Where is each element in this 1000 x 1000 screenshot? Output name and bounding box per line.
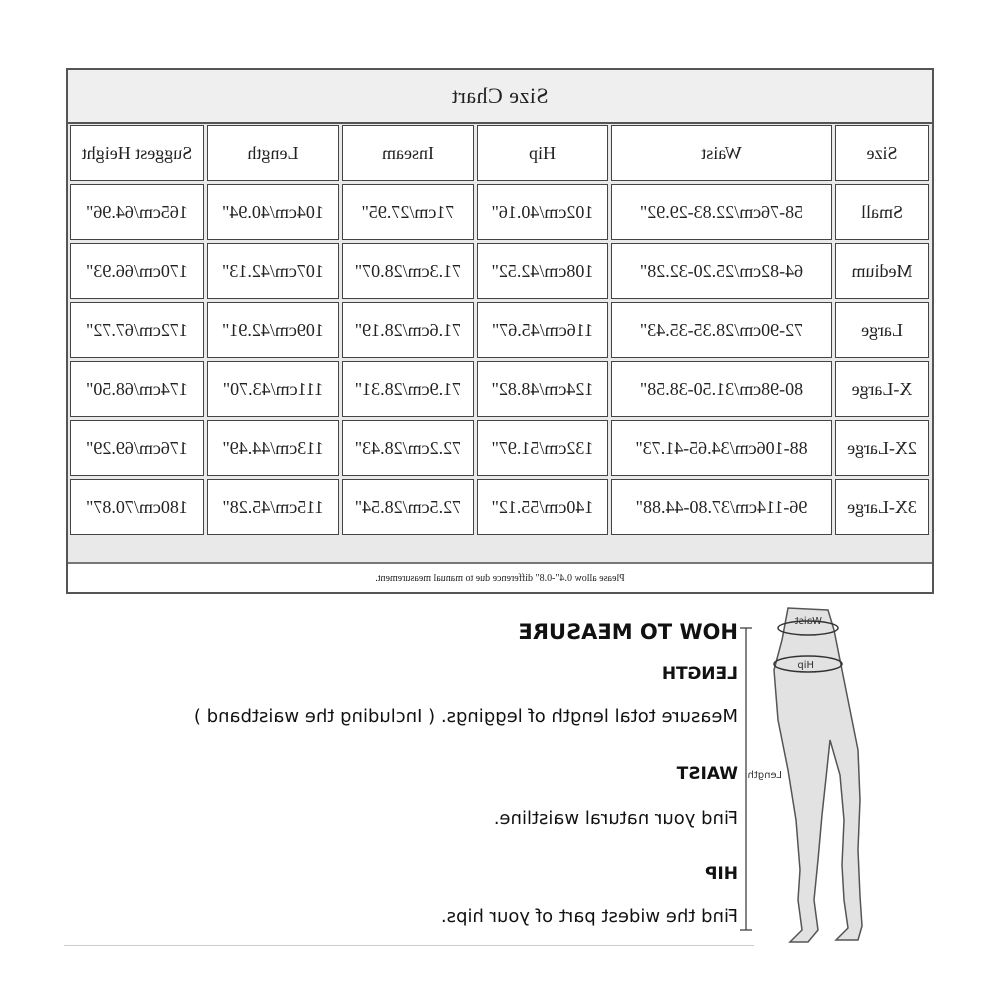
table-row <box>70 361 929 417</box>
table-cell: 140cm/55.12" <box>477 479 608 535</box>
table-cell: 170cm/66.93" <box>70 243 204 299</box>
table-cell: 96-114cm/37.80-44.88" <box>611 479 832 535</box>
waist-heading: WAIST <box>676 764 738 784</box>
table-cell: 172cm/67.72" <box>70 302 204 358</box>
table-cell: 58-76cm/22.83-29.92" <box>611 184 832 240</box>
table-cell: 115cm/45.28" <box>207 479 339 535</box>
column-header: Length <box>207 125 339 181</box>
waist-instruction: Find your natural waistline. <box>493 808 738 829</box>
size-label-cell: Small <box>835 184 929 240</box>
table-cell: 165cm/64.96" <box>70 184 204 240</box>
table-cell: 80-98cm/31.50-38.58" <box>611 361 832 417</box>
table-cell: 109cm/42.91" <box>207 302 339 358</box>
table-row <box>70 420 929 476</box>
table-header-row <box>70 125 929 181</box>
hip-label: Hip <box>797 660 814 671</box>
size-label-cell: 3X-Large <box>835 479 929 535</box>
size-chart-title: Size Chart <box>68 70 932 124</box>
column-header: Hip <box>477 125 608 181</box>
size-label-cell: Medium <box>835 243 929 299</box>
hip-instruction: Find the widest part of your hips. <box>440 906 738 927</box>
table-cell: 71.6cm/28.19" <box>342 302 474 358</box>
column-header: Suggest Height <box>70 125 204 181</box>
length-label: Length <box>747 770 782 781</box>
size-label-cell: Large <box>835 302 929 358</box>
table-cell: 132cm/51.97" <box>477 420 608 476</box>
size-label-cell: 2X-Large <box>835 420 929 476</box>
table-cell: 64-82cm/25.20-32.28" <box>611 243 832 299</box>
table-cell: 88-106cm/34.65-41.73" <box>611 420 832 476</box>
leggings-figure-illustration <box>740 600 900 950</box>
table-cell: 71.3cm/28.07" <box>342 243 474 299</box>
table-cell: 113cm/44.49" <box>207 420 339 476</box>
size-label-cell: X-Large <box>835 361 929 417</box>
table-cell: 111cm/43.70" <box>207 361 339 417</box>
column-header: Waist <box>611 125 832 181</box>
table-cell: 124cm/48.82" <box>477 361 608 417</box>
table-cell: 72.5cm/28.54" <box>342 479 474 535</box>
size-chart-table-frame <box>66 68 934 594</box>
table-cell: 71cm/27.95" <box>342 184 474 240</box>
how-to-measure-heading: HOW TO MEASURE <box>518 620 738 644</box>
length-heading: LENGTH <box>661 664 738 684</box>
table-row <box>70 243 929 299</box>
column-header: Inseam <box>342 125 474 181</box>
waist-label: Waist <box>794 616 822 627</box>
column-header: Size <box>835 125 929 181</box>
table-cell: 72.2cm/28.43" <box>342 420 474 476</box>
table-cell: 107cm/42.13" <box>207 243 339 299</box>
hip-heading: HIP <box>704 864 738 884</box>
bottom-divider <box>64 945 754 946</box>
table-row <box>70 479 929 535</box>
length-instruction: Measure total length of leggings. ( Including the waistband ) <box>193 706 738 727</box>
table-cell: 116cm/45.67" <box>477 302 608 358</box>
table-cell: 71.9cm/28.31" <box>342 361 474 417</box>
size-chart-table <box>67 122 932 538</box>
measurement-note: Please allow 0.4"-0.8" difference due to manual measurement. <box>68 562 932 592</box>
table-cell: 102cm/40.16" <box>477 184 608 240</box>
table-cell: 180cm/70.87" <box>70 479 204 535</box>
table-cell: 174cm/68.50" <box>70 361 204 417</box>
table-cell: 176cm/69.29" <box>70 420 204 476</box>
table-cell: 108cm/42.52" <box>477 243 608 299</box>
table-cell: 72-90cm/28.35-35.43" <box>611 302 832 358</box>
table-cell: 104cm/40.94" <box>207 184 339 240</box>
table-row <box>70 302 929 358</box>
table-row <box>70 184 929 240</box>
